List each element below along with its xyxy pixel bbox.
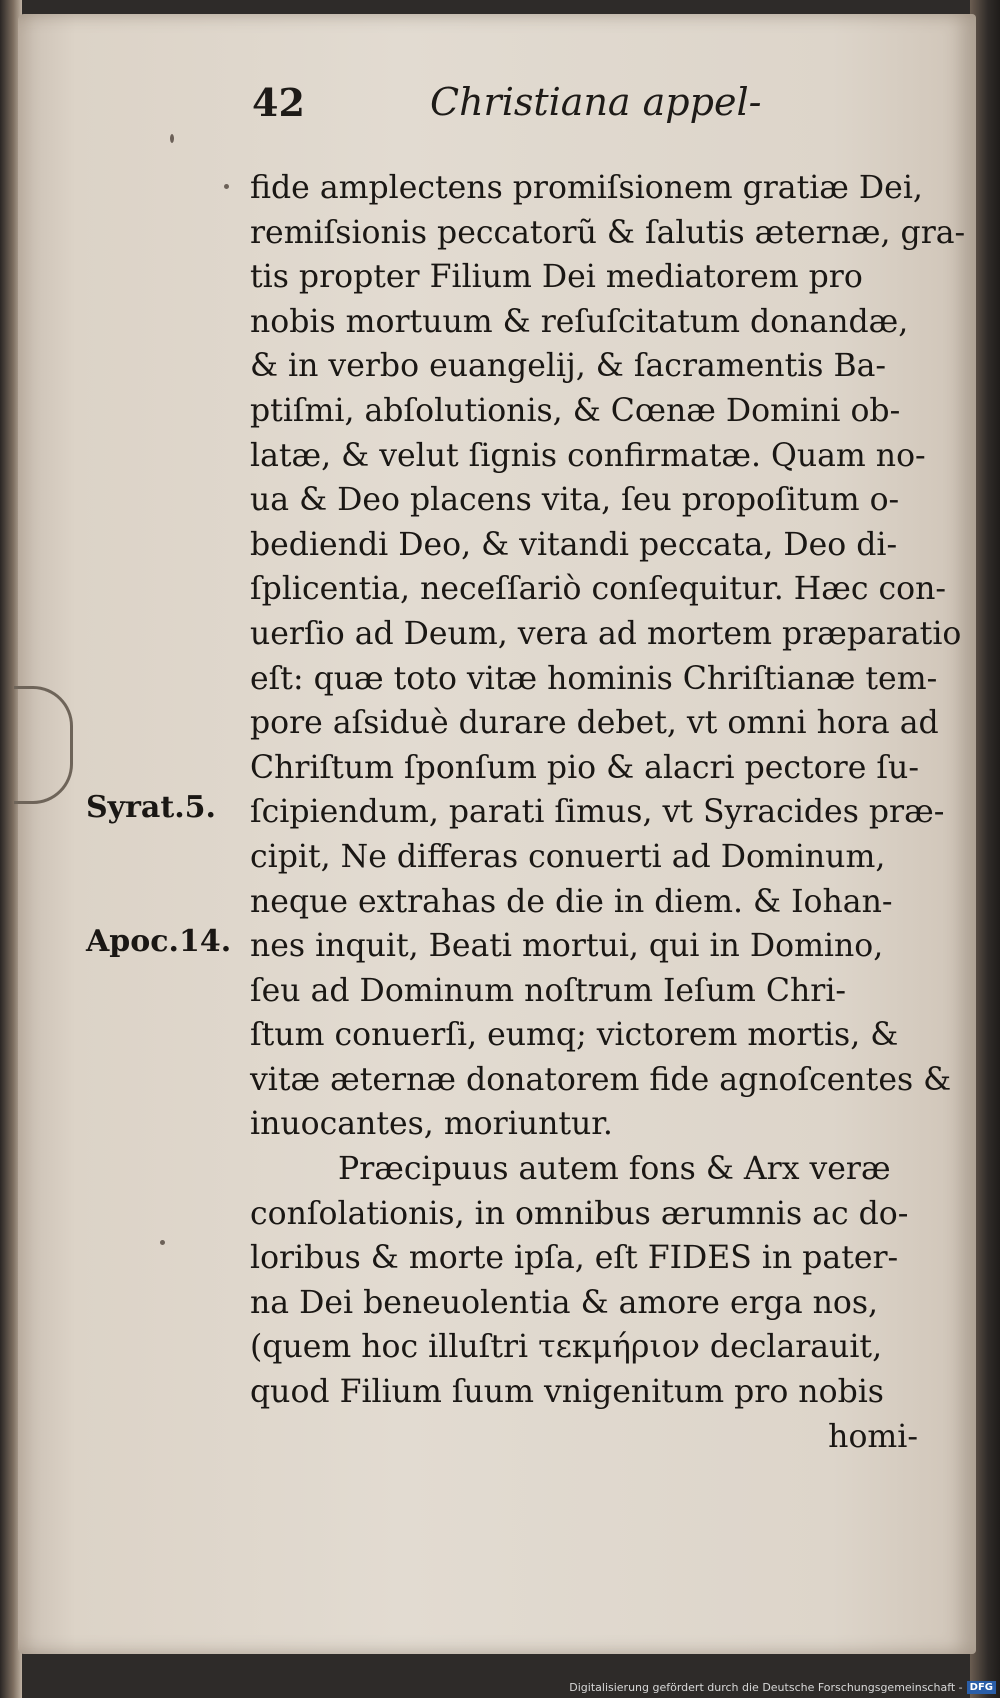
ink-speck [224,184,229,189]
text-line: ua & Deo placens vita, ſeu propoſitum o- [250,482,900,519]
text-line: conſolationis, in omnibus ærumnis ac do- [250,1195,909,1232]
page-number: 42 [252,80,305,125]
text-line: cipit, Ne differas conuerti ad Dominum, [250,838,886,875]
text-line: nobis mortuum & reſuſcitatum donandæ, [250,303,909,340]
margin-note: Syrat.5. [86,790,216,826]
text-line: bediendi Deo, & vitandi peccata, Deo di- [250,526,898,563]
page-header [252,80,852,140]
margin-note: Apoc.14. [86,924,232,960]
text-line: & in verbo euangelij, & ſacramentis Ba- [250,348,887,385]
body-text [250,166,966,1459]
footer-credit: Digitalisierung gefördert durch die Deutsche Forschungsgemeinschaft - [569,1681,963,1694]
text-line: eſt: quæ toto vitæ hominis Chriſtianæ tem- [250,660,938,697]
text-line: homi- [828,1418,918,1455]
text-line: inuocantes, moriuntur. [250,1106,613,1143]
text-line: Chriſtum ſponſum pio & alacri pectore ſu- [250,749,919,786]
text-line: neque extrahas de die in diem. & Iohan- [250,883,893,920]
digitization-footer [569,1681,996,1694]
text-line: (quem hoc illuſtri τεκμήριον declarauit, [250,1329,883,1366]
text-line: tis propter Filium Dei mediatorem pro [250,259,863,296]
text-line: nes inquit, Beati mortui, qui in Domino, [250,928,884,965]
ink-speck [170,134,174,143]
text-line: fide amplectens promiſsionem gratiæ Dei, [250,170,923,206]
text-line: loribus & morte ipſa, eſt FIDES in pater- [250,1240,899,1277]
text-line: ſtum conuerſi, eumq; victorem mortis, & [250,1017,899,1054]
text-line: vitæ æternæ donatorem fide agnoſcentes & [250,1061,952,1098]
dfg-logo: DFG [967,1681,996,1694]
text-line: na Dei beneuolentia & amore erga nos, [250,1284,879,1321]
text-line: uerſio ad Deum, vera ad mortem præparatio [250,615,962,652]
ink-speck [160,1240,165,1245]
clasp-mark [14,686,73,804]
text-line: ptiſmi, abſolutionis, & Cœnæ Domini ob- [250,392,901,429]
text-line: quod Filium ſuum vnigenitum pro nobis [250,1374,884,1411]
running-title: Christiana appel- [430,80,762,124]
text-line: ſcipiendum, parati ſimus, vt Syracides præ- [250,794,945,831]
text-line: ſplicentia, neceſſariò conſequitur. Hæc con- [250,571,947,608]
text-line: pore aſsiduè durare debet, vt omni hora ad [250,705,939,742]
text-line: Præcipuus autem fons & Arx veræ [338,1151,891,1188]
text-line: remiſsionis peccatorũ & ſalutis æternæ, gra- [250,214,966,251]
text-line: latæ, & velut ſignis confirmatæ. Quam no- [250,437,926,474]
text-line: ſeu ad Dominum noſtrum Ieſum Chri- [250,972,847,1009]
